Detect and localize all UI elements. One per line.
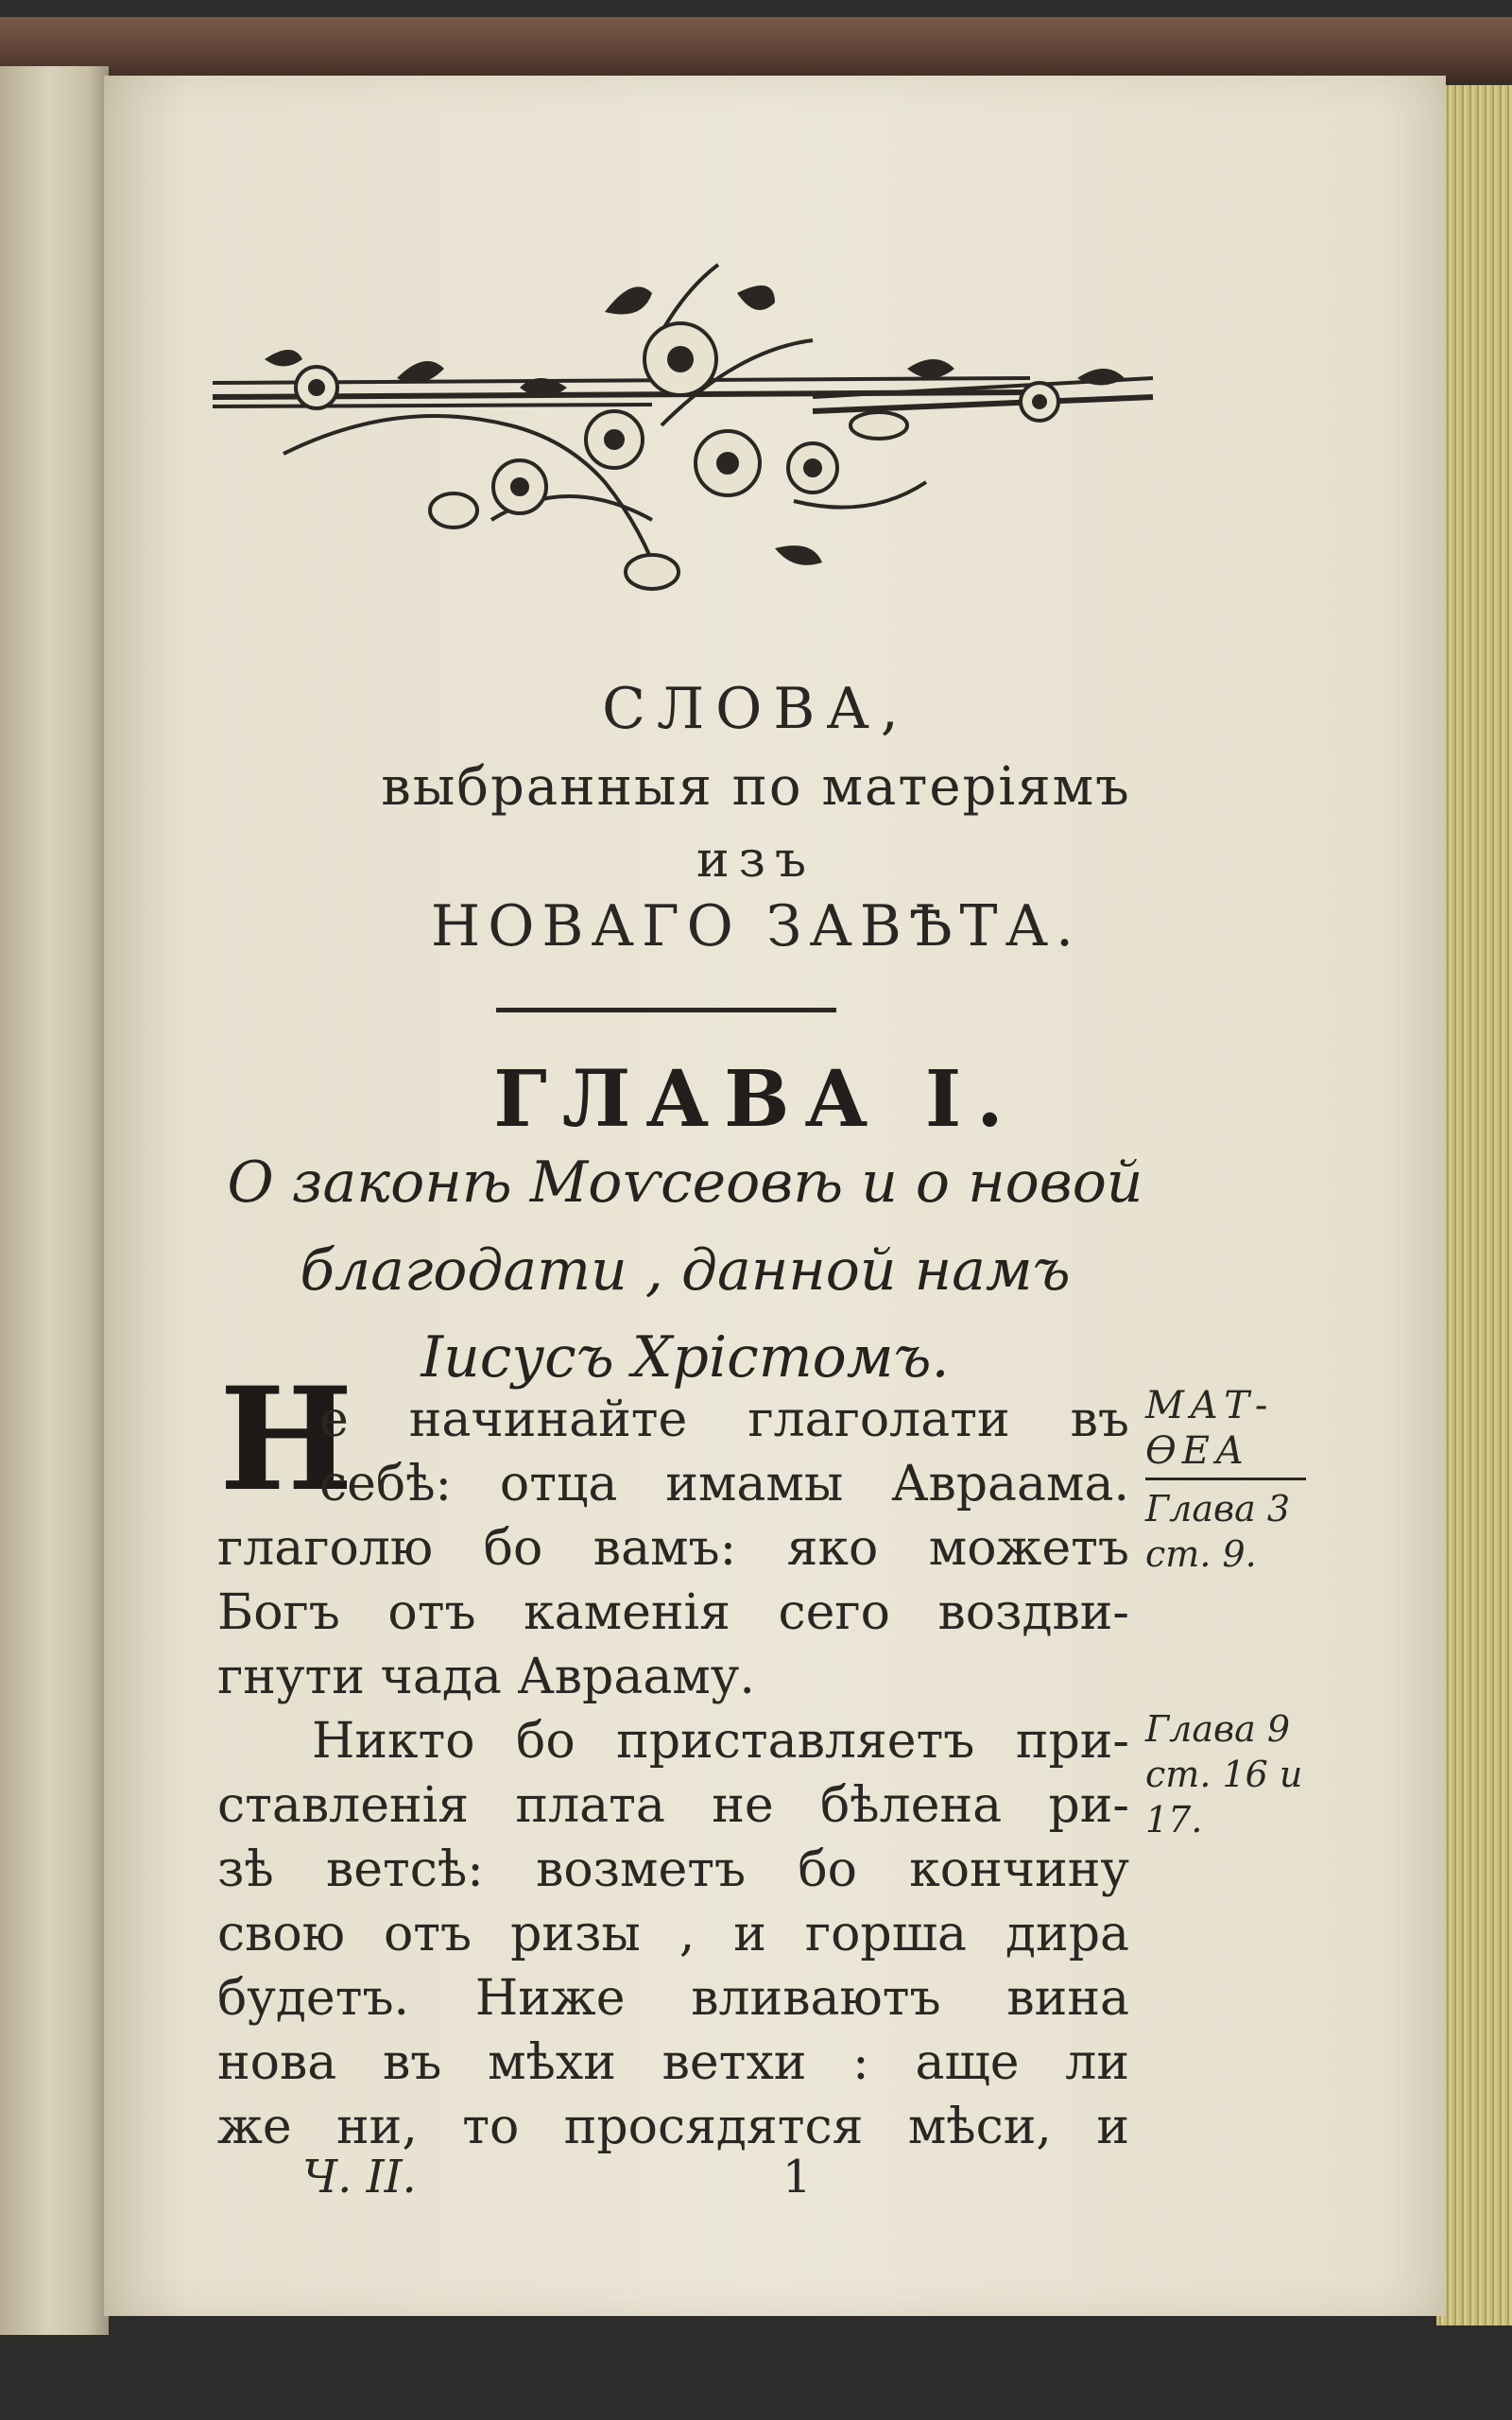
text-line: гнути чада Аврааму. [217,1649,755,1705]
margin-note-matthew-3 [1145,1383,1315,1577]
signature-mark: Ч. II. [302,2151,417,2204]
text-line: же ни, то просядятся мѣси, и [217,2099,1129,2155]
paragraph-2 [217,1709,1129,2159]
margin-chapter-ref: Глава 9 [1145,1708,1291,1750]
text-line: глаголю бо вамъ: яко можетъ [217,1520,1129,1577]
title-rule [496,1008,836,1012]
margin-chapter-ref: Глава 3 [1145,1488,1291,1530]
text-line: ставленiя плата не бѣлена ри- [217,1777,1129,1834]
text-line: себѣ: отца имамы Авраама. [319,1456,1129,1512]
chapter-subtitle-line: благодати , данной намъ [300,1237,1071,1304]
chapter-heading: ГЛАВА I. [493,1054,1019,1145]
title-iz: изъ [696,832,816,889]
text-line: е начинайте глаголати въ [319,1392,1129,1448]
page-mark: 1 [782,2151,812,2204]
book-cover-edge [0,17,1512,83]
page-fore-edge [1436,85,1512,2325]
text-line: Никто бо приставляетъ при- [312,1713,1129,1770]
text-line: нова въ мѣхи ветхи : аще ли [217,2034,1129,2091]
margin-rule [1145,1478,1306,1480]
chapter-subtitle-line: Iисусъ Хрiстомъ. [421,1324,950,1391]
title-subtitle: выбранныя по матерiямъ [381,756,1131,818]
paragraph-1 [217,1388,1129,1709]
floral-headpiece-ornament [208,236,1162,605]
margin-book-name: МАТ- [1145,1384,1274,1427]
chapter-subtitle-line: О законѣ Моѵсеовѣ и о новой [227,1150,1143,1216]
drop-cap: Н [219,1357,353,1523]
text-line: будетъ. Ниже вливаютъ вина [217,1970,1129,2027]
title-novago-zaveta: НОВАГО ЗАВѢТА. [430,893,1082,959]
margin-verse-ref: 17. [1145,1799,1203,1841]
text-line: зѣ ветсѣ: возметъ бо кончину [217,1841,1129,1898]
text-line: свою отъ ризы , и горша дира [217,1906,1129,1962]
margin-verse-ref: ст. 16 и [1145,1754,1303,1795]
margin-note-matthew-9 [1145,1706,1315,1842]
text-line: Богъ отъ каменiя сего воздви- [217,1584,1129,1641]
left-page-edge [0,66,109,2335]
title-slova: СЛОВА, [602,676,910,742]
margin-book-name: ѲЕА [1145,1429,1250,1473]
margin-verse-ref: ст. 9. [1145,1533,1257,1575]
